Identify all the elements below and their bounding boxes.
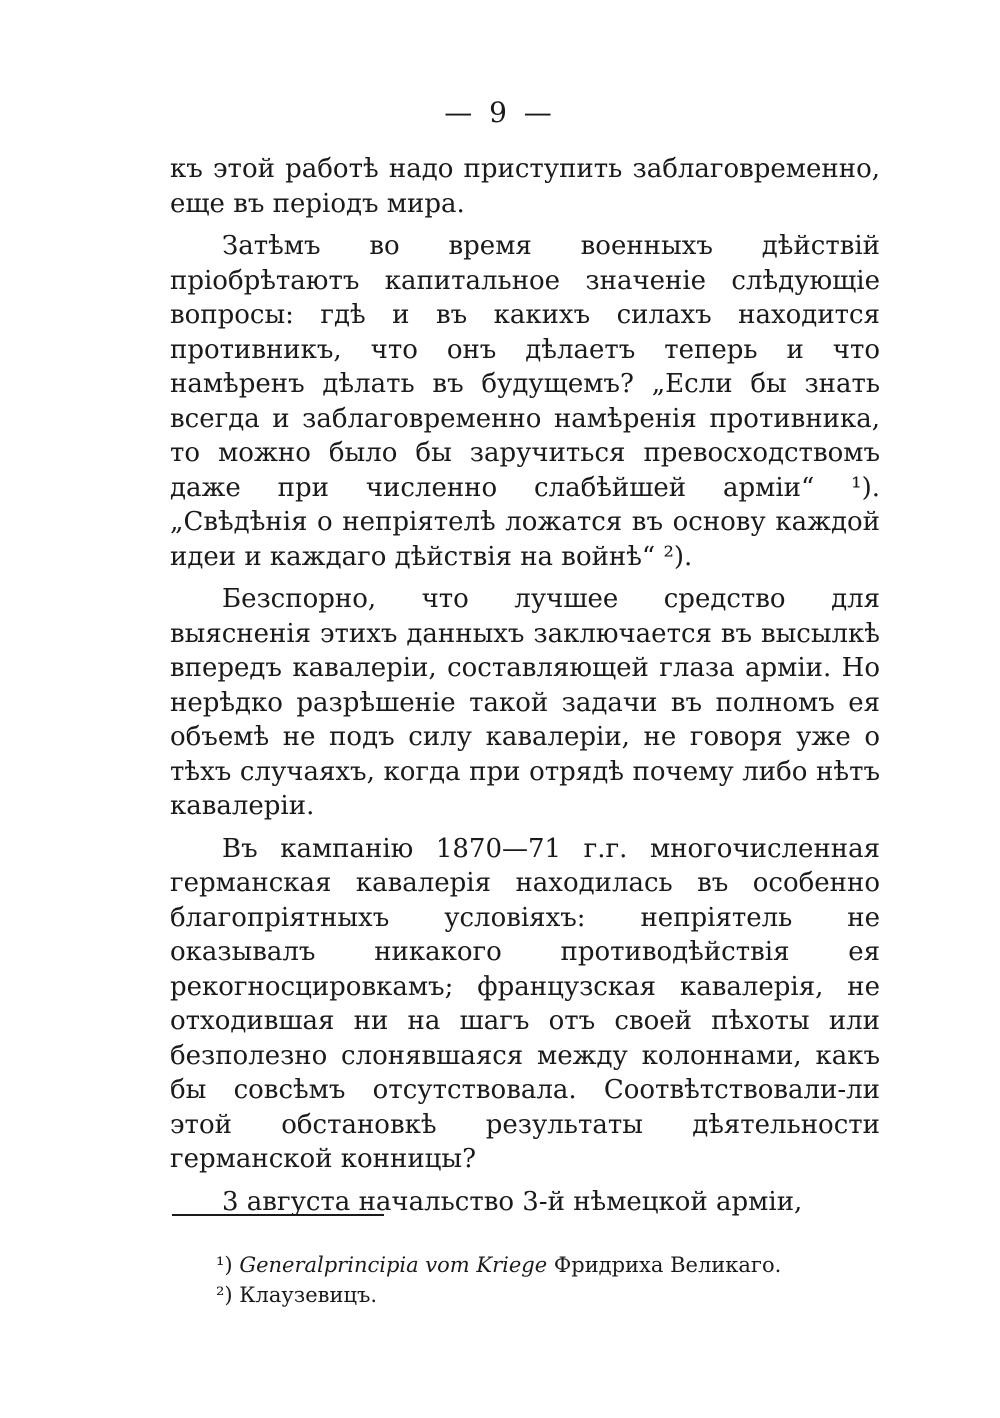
main-text <box>170 152 880 1227</box>
footnote-1-text: Фридриха Великаго. <box>547 1253 782 1277</box>
paragraph-5: 3 августа начальство 3-й нѣмецкой арміи, <box>222 1186 803 1217</box>
footnote-1 <box>216 1250 876 1280</box>
footnote-1-marker: ¹) <box>216 1253 233 1277</box>
page-number: — 9 — <box>444 96 556 129</box>
paragraph-1: къ этой работѣ надо приступить заблаговременно, еще въ періодъ мира. <box>170 154 880 219</box>
paragraph-2: Затѣмъ во время военныхъ дѣйствій пріобрѣтаютъ капитальное значеніе слѣдующіе вопросы: гдѣ и въ какихъ силахъ находится противникъ, что онъ дѣлаетъ теперь и что намѣренъ дѣлать въ будущемъ? „Если бы знать всегда и заблаговременно намѣренія противника, то можно было бы заручиться превосходствомъ даже при численно слабѣйшей арміи“ ¹). „Свѣдѣнія о непріятелѣ ложатся въ основу каждой идеи и каждаго дѣйствія на войнѣ“ ²). <box>170 231 880 572</box>
footnote-2-marker: ²) <box>216 1283 233 1307</box>
paragraph-4: Въ кампанію 1870—71 г.г. многочисленная германская кавалерія находилась въ особенно благопріятныхъ условіяхъ: непріятель не оказывалъ никакого противодѣйствія ея рекогносцировкамъ; французская кавалерія, не отходившая ни на шагъ отъ своей пѣхоты или безполезно слонявшаяся между колоннами, какъ бы совсѣмъ отсутствовала. Соотвѣтствовали-ли этой обстановкѣ результаты дѣятельности германской конницы? <box>170 833 880 1174</box>
footnote-divider <box>172 1214 384 1216</box>
footnote-1-title: Generalprincipia vom Kriege <box>239 1253 548 1277</box>
paragraph-3: Безспорно, что лучшее средство для выясненія этихъ данныхъ заключается въ высылкѣ впередъ кавалеріи, составляющей глаза арміи. Но нерѣдко разрѣшеніе такой задачи въ полномъ ея объемѣ не подъ силу кавалеріи, не говоря уже о тѣхъ случаяхъ, когда при отрядѣ почему либо нѣтъ кавалеріи. <box>170 584 880 821</box>
footnote-2-text: Клаузевицъ. <box>232 1283 378 1307</box>
footnote-2 <box>216 1280 876 1310</box>
footnotes <box>216 1250 876 1310</box>
